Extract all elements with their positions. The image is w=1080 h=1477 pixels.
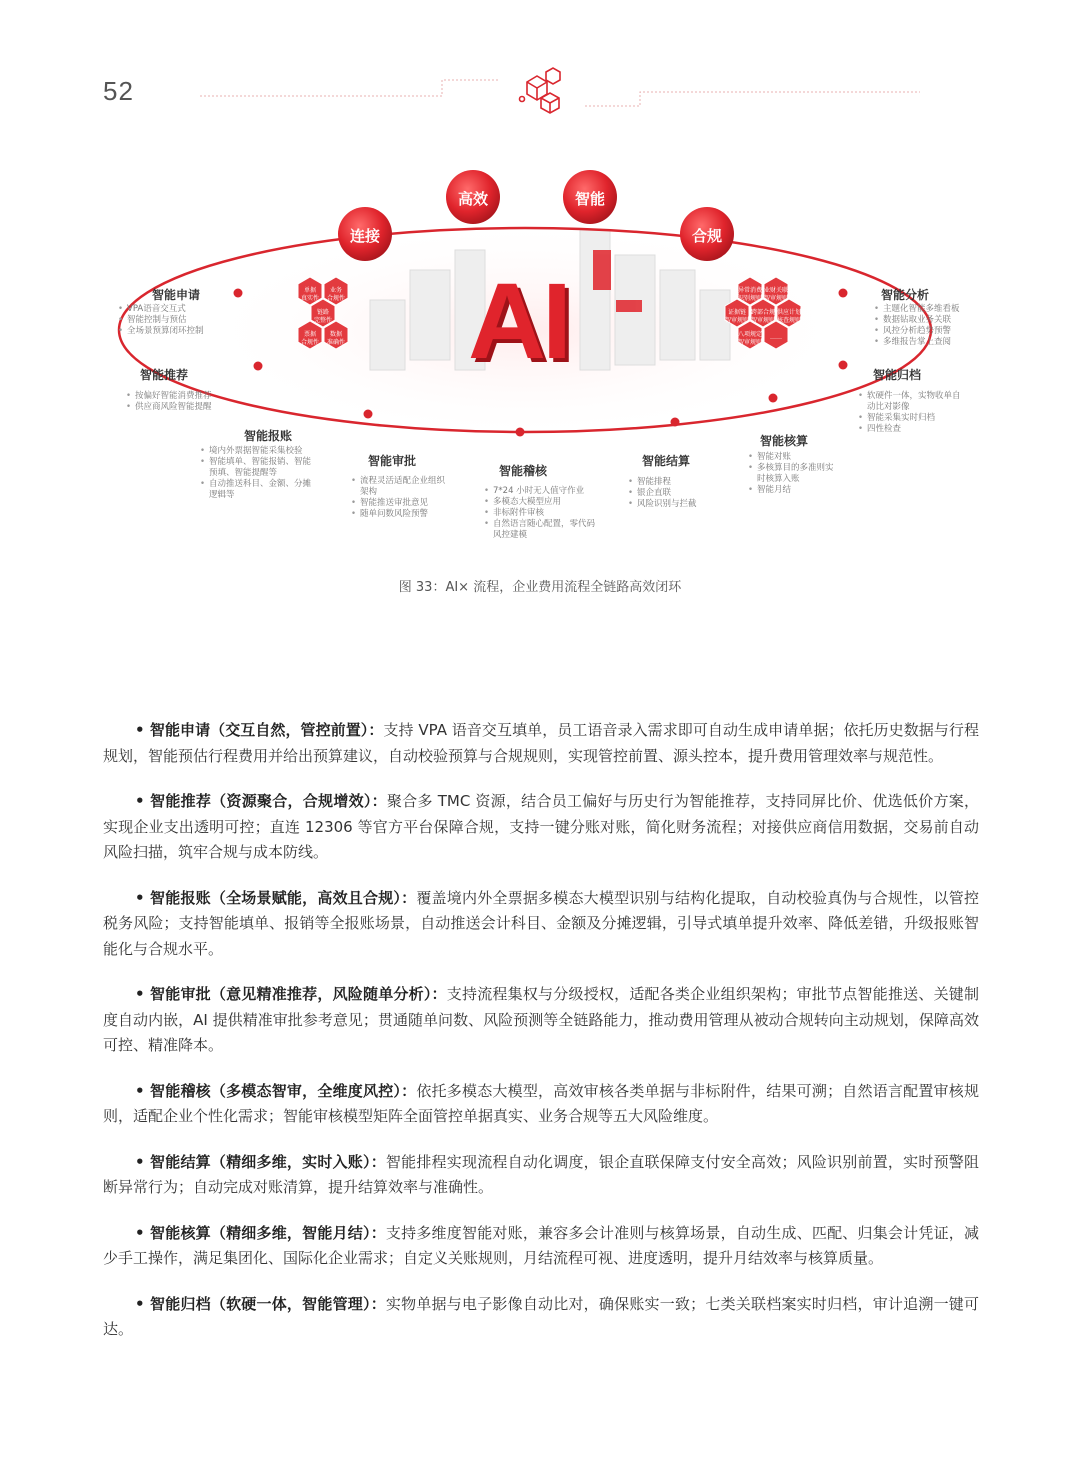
node-item: • 智能对账 xyxy=(748,452,840,463)
paragraph-archive xyxy=(103,1292,979,1343)
node-item: • 智能采集实时归档 xyxy=(858,413,962,424)
node-item: • 智能控制与预估 xyxy=(118,315,228,326)
cubes-icon xyxy=(520,68,561,113)
hex-label: 异常消费 识别规则 xyxy=(737,287,762,302)
node-item: • 非标附件审核 xyxy=(484,508,596,519)
paragraph-lead: • 智能报账（全场景赋能，高效且合规）： xyxy=(135,888,417,907)
node-item: • 智能推送审批意见 xyxy=(351,498,446,509)
node-title-reimburse: 智能报账 xyxy=(244,429,293,443)
paragraph-lead: • 智能核算（精细多维，智能月结）： xyxy=(135,1223,386,1242)
ai-process-figure xyxy=(110,160,980,560)
circle-label-connect: 连接 xyxy=(349,227,380,245)
hex-label: 票据 合规性 xyxy=(300,331,319,346)
header-decoration xyxy=(0,0,1080,140)
paragraph-lead: • 智能稽核（多模态智审，全维度风控）： xyxy=(135,1081,417,1100)
node-item: • 按偏好智能消费推荐 xyxy=(126,391,246,402)
node-item: • 全场景预算闭环控制 xyxy=(118,326,228,337)
paragraph-lead: • 智能审批（意见精准推荐，风险随单分析）： xyxy=(135,985,447,1003)
hex-label: 八项规定 智审规则 xyxy=(737,331,762,346)
paragraph-text: 覆盖境内外全票据多模态大模型识别与结构化提取，自动校验真伪与合规性，以管控税务风险；支持智能填单、报销等全报账场景，自动推送会计科目、金额及分摊逻辑，引导式填单提升效率、降低差错，升级报账智能化与合规水平。 xyxy=(103,888,979,958)
ring-dot xyxy=(671,418,680,427)
hex-label: 证据链 智审规则 xyxy=(724,309,749,324)
ring-dot xyxy=(516,428,525,437)
paragraph-audit xyxy=(103,1079,979,1130)
hex-label: 业财关联 智审规则 xyxy=(763,287,788,302)
node-title-archive: 智能归档 xyxy=(873,368,922,382)
node-item: • 智能填单、智能报销、智能预填、智能提醒等 xyxy=(200,457,312,479)
ai-center-text: AI xyxy=(468,260,568,381)
node-item: • 银企直联 xyxy=(628,488,728,499)
node-item: • 数据钻取业务关联 xyxy=(874,315,978,326)
node-title-apply: 智能申请 xyxy=(152,288,201,302)
body-text xyxy=(103,718,979,1363)
node-item: • 境内外票据智能采集校验 xyxy=(200,446,312,457)
node-item: • 多核算目的多准则实时核算入账 xyxy=(748,463,840,485)
ring-dot xyxy=(364,410,373,419)
node-item: • 随单问数风险预警 xyxy=(351,509,446,520)
node-title-audit: 智能稽核 xyxy=(499,464,548,478)
node-item: • 风控分析趋势预警 xyxy=(874,326,978,337)
paragraph-text: 支持多维度智能对账，兼容多会计准则与核算场景，自动生成、匹配、归集会计凭证，减少手工操作，满足集团化、国际化企业需求；自定义关账规则，月结流程可视、进度透明，提升月结效率与核算质量。 xyxy=(103,1223,979,1267)
paragraph-approve xyxy=(103,982,979,1059)
hex-label: 供应计划 核查规则 xyxy=(776,309,801,324)
hex-label: 数据 准确性 xyxy=(326,331,345,346)
node-list-apply xyxy=(118,304,228,337)
node-item: • 多模态大模型应用 xyxy=(484,497,596,508)
page-number: 52 xyxy=(103,76,134,106)
paragraph-text: 智能排程实现流程自动化调度，银企直联保障支付安全高效；风险识别前置，实时预警阻断异常行为；自动完成对账清算，提升结算效率与准确性。 xyxy=(103,1152,979,1196)
paragraph-text: 实物单据与电子影像自动比对，确保账实一致；七类关联档案实时归档，审计追溯一键可达。 xyxy=(103,1294,979,1338)
ring-dot xyxy=(769,394,778,403)
paragraph-lead: • 智能推荐（资源聚合，合规增效）： xyxy=(135,792,387,810)
ring-dot xyxy=(839,289,848,298)
paragraph-settle xyxy=(103,1150,979,1201)
ring-dot xyxy=(234,289,243,298)
node-item: • 多维报告掌上查阅 xyxy=(874,337,978,348)
node-title-account: 智能核算 xyxy=(760,434,809,448)
circle-label-compliant: 合规 xyxy=(691,227,722,245)
node-list-account xyxy=(748,452,840,496)
paragraph-text: 支持流程集权与分级授权，适配各类企业组织架构；审批节点智能推送、关键制度自动内嵌，AI 提供精准审批参考意见；贯通随单问数、风险预测等全链路能力，推动费用管理从被动合规转向主动规划，保障高效可控、精准降本。 xyxy=(103,985,980,1054)
node-item: • 供应商风险智能提醒 xyxy=(126,402,246,413)
paragraph-reimburse xyxy=(103,886,979,963)
hex-label: 链路 完整性 xyxy=(313,309,332,324)
node-item: • 自然语言随心配置，零代码风控建模 xyxy=(484,519,596,541)
node-item: • 智能月结 xyxy=(748,485,840,496)
paragraph-lead: • 智能申请（交互自然，管控前置）： xyxy=(135,721,384,739)
hex-label: …… xyxy=(770,334,782,341)
node-list-recommend xyxy=(126,391,246,413)
node-title-analyze: 智能分析 xyxy=(881,288,930,302)
paragraph-account xyxy=(103,1221,979,1272)
node-list-reimburse xyxy=(200,446,312,501)
circle-label-efficient: 高效 xyxy=(457,190,488,208)
node-item: • 智能排程 xyxy=(628,477,728,488)
paragraph-apply xyxy=(103,718,979,769)
hex-label: 跨部合规 智审规则 xyxy=(750,309,775,324)
node-list-approve xyxy=(351,476,446,520)
paragraph-text: 聚合多 TMC 资源，结合员工偏好与历史行为智能推荐，支持同屏比价、优选低价方案，实现企业支出透明可控；直连 12306 等官方平台保障合规，支持一键分账对账，简化财务流程；对接供应商信用数据，交易前自动风险扫描，筑牢合规与成本防线。 xyxy=(103,792,980,861)
node-item: • 自动推送科目、金额、分摊逻辑等 xyxy=(200,479,312,501)
hex-label: 单据 真实性 xyxy=(300,287,319,302)
node-item: • 流程灵活适配企业组织架构 xyxy=(351,476,446,498)
hex-label: 业务 合规性 xyxy=(326,287,345,302)
node-list-settle xyxy=(628,477,728,510)
node-list-archive xyxy=(858,391,962,435)
node-item: • 风险识别与拦截 xyxy=(628,499,728,510)
node-list-audit xyxy=(484,486,596,541)
node-item: • 四性检查 xyxy=(858,424,962,435)
paragraph-lead: • 智能结算（精细多维，实时入账）： xyxy=(135,1152,386,1171)
ring-dot xyxy=(254,362,263,371)
node-title-recommend: 智能推荐 xyxy=(140,368,189,382)
node-list-analyze xyxy=(874,304,978,348)
node-item: • VPA语音交互式 xyxy=(118,304,228,315)
figure-caption: 图 33：AI× 流程，企业费用流程全链路高效闭环 xyxy=(398,580,682,595)
paragraph-recommend xyxy=(103,789,979,866)
node-title-approve: 智能审批 xyxy=(368,454,417,468)
node-item: • 软硬件一体，实物收单自动比对影像 xyxy=(858,391,962,413)
node-item: • 主题化智能多维看板 xyxy=(874,304,978,315)
ring-dot xyxy=(839,361,848,370)
node-item: • 7*24 小时无人值守作业 xyxy=(484,486,596,497)
paragraph-text: 支持 VPA 语音交互填单，员工语音录入需求即可自动生成申请单据；依托历史数据与行程规划，智能预估行程费用并给出预算建议，自动校验预算与合规规则，实现管控前置、源头控本，提升费用管理效率与规范性。 xyxy=(103,721,979,765)
paragraph-lead: • 智能归档（软硬一体，智能管理）： xyxy=(135,1294,386,1313)
paragraph-text: 依托多模态大模型，高效审核各类单据与非标附件，结果可溯；自然语言配置审核规则，适配企业个性化需求；智能审核模型矩阵全面管控单据真实、业务合规等五大风险维度。 xyxy=(103,1081,979,1125)
circle-label-intelligent: 智能 xyxy=(574,190,605,208)
node-title-settle: 智能结算 xyxy=(642,454,691,468)
